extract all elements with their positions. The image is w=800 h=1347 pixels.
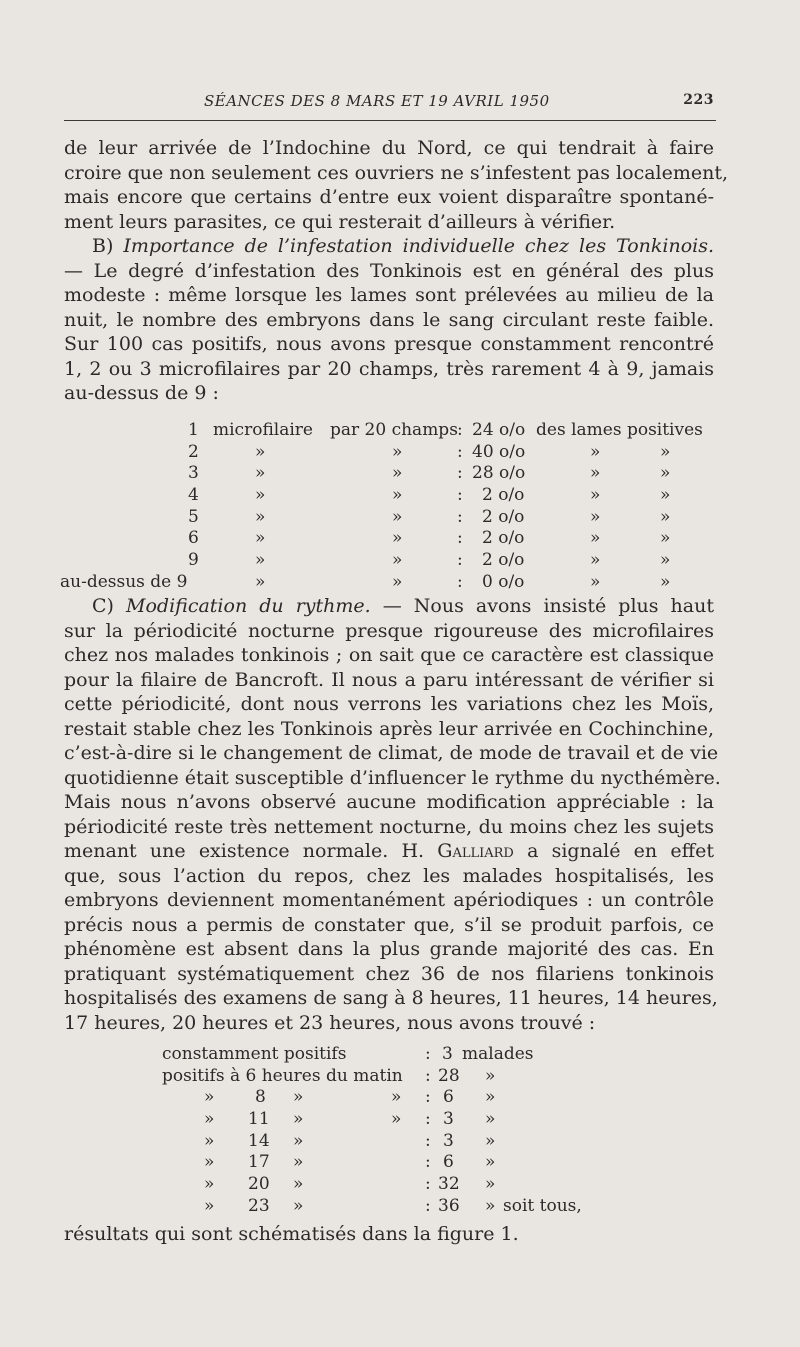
percent-cell: 40 o/o — [472, 441, 526, 462]
text-line: phénomène est absent dans la plus grande majorité des cas. En — [64, 938, 714, 960]
text-line: cette périodicité, dont nous verrons les variations chez les Moïs, — [64, 693, 714, 715]
count-cell: 6 — [188, 528, 199, 549]
percent-cell: 24 o/o — [472, 420, 526, 440]
separator: : — [457, 485, 463, 506]
table-row — [162, 1109, 602, 1131]
unit-cell: » — [485, 1174, 496, 1195]
section-c — [64, 594, 721, 1035]
ditto-cell: » — [204, 1195, 215, 1216]
percent-cell: 28 o/o — [472, 463, 526, 484]
ditto-cell: » — [204, 1130, 215, 1151]
ditto-cell: » — [293, 1109, 304, 1130]
separator: : — [425, 1174, 431, 1195]
separator: : — [425, 1130, 431, 1151]
ditto-cell: » — [391, 1109, 402, 1130]
ditto-cell: » — [204, 1087, 215, 1108]
running-header — [64, 92, 714, 114]
percent-cell: 2 o/o — [482, 550, 525, 571]
label-cell: constamment positifs — [162, 1044, 347, 1064]
section-c-heading-line — [64, 594, 714, 619]
separator: : — [425, 1195, 431, 1216]
text-fragment: a signalé en effet — [527, 840, 714, 862]
text-line: croire que non seulement ces ouvriers ne s’infestent pas localement, — [64, 161, 729, 184]
count-cell: au-dessus de 9 — [60, 571, 188, 592]
count-cell: 3 — [188, 463, 199, 484]
count-cell: 3 — [443, 1130, 454, 1151]
ditto-cell: » — [293, 1174, 304, 1195]
count-cell: 1 — [188, 420, 199, 440]
percent-cell: 2 o/o — [482, 506, 525, 527]
ditto-cell: » — [204, 1109, 215, 1130]
table-row — [60, 485, 720, 507]
separator: : — [425, 1109, 431, 1130]
separator: : — [457, 550, 463, 571]
count-cell: 36 — [438, 1195, 460, 1216]
table-row — [162, 1131, 602, 1153]
note-cell: » — [660, 463, 671, 484]
field-cell: » — [392, 550, 403, 571]
header-rule — [64, 120, 716, 121]
table-row — [60, 507, 720, 529]
text-line: nuit, le nombre des embryons dans le sang circulant reste faible. — [64, 308, 714, 331]
text-line: périodicité reste très nettement nocturne, du moins chez les sujets — [64, 815, 714, 838]
closing-line — [64, 1222, 714, 1247]
unit-cell: microfilaire — [213, 420, 313, 440]
separator: : — [457, 506, 463, 527]
note-cell: » — [590, 463, 601, 484]
percent-cell: 0 o/o — [482, 571, 525, 592]
field-cell: » — [392, 485, 403, 506]
unit-cell: » — [485, 1065, 496, 1086]
separator: : — [457, 571, 463, 592]
percent-cell: 2 o/o — [482, 485, 525, 506]
text-line: quotidienne était susceptible d’influencer le rythme du nycthémère. — [64, 766, 721, 789]
hour-cell: 11 — [248, 1109, 270, 1130]
count-cell: 9 — [188, 550, 199, 571]
count-cell: 3 — [443, 1109, 454, 1130]
text-line: chez nos malades tonkinois ; on sait que ce caractère est classique — [64, 644, 714, 666]
text-line: restait stable chez les Tonkinois après leur arrivée en Cochinchine, — [64, 717, 714, 740]
unit-cell: » — [255, 441, 266, 462]
separator: : — [457, 441, 463, 462]
text-line: Mais nous n’avons observé aucune modification appréciable : la — [64, 791, 714, 813]
label-cell: positifs à 6 heures du matin — [162, 1065, 403, 1086]
running-title: SÉANCES DES 8 MARS ET 19 AVRIL 1950 — [204, 92, 550, 110]
ditto-cell: » — [204, 1152, 215, 1173]
note-cell: » — [590, 571, 601, 592]
text-line: résultats qui sont schématisés dans la figure 1. — [64, 1223, 519, 1245]
note-cell: » — [590, 528, 601, 549]
unit-cell: » — [255, 528, 266, 549]
note-cell: » — [660, 528, 671, 549]
ditto-cell: » — [293, 1195, 304, 1216]
ditto-cell: » — [204, 1174, 215, 1195]
text-line: modeste : même lorsque les lames sont prélevées au milieu de la — [64, 284, 714, 306]
count-cell: 4 — [188, 485, 199, 506]
table-row — [60, 550, 720, 572]
note-cell: » — [660, 506, 671, 527]
field-cell: » — [392, 528, 403, 549]
unit-cell: » — [485, 1087, 496, 1108]
table-row — [60, 420, 720, 442]
note-cell: soit tous, — [503, 1195, 582, 1216]
text-line: embryons deviennent momentanément apériodiques : un contrôle — [64, 889, 714, 911]
text-line: pour la filaire de Bancroft. Il nous a paru intéressant de vérifier si — [64, 668, 714, 691]
separator: : — [457, 463, 463, 484]
section-c-heading: Modification du rythme. — [126, 595, 371, 617]
field-cell: » — [392, 463, 403, 484]
hour-cell: 8 — [255, 1087, 266, 1108]
hour-cell: 23 — [248, 1195, 270, 1216]
count-cell: 32 — [438, 1174, 460, 1195]
unit-cell: » — [255, 506, 266, 527]
table-row — [162, 1174, 602, 1196]
hour-cell: 20 — [248, 1174, 270, 1195]
note-cell: » — [660, 550, 671, 571]
hourly-positivity-table — [162, 1044, 602, 1218]
hour-cell: 17 — [248, 1152, 270, 1173]
text-line: c’est-à-dire si le changement de climat, de mode de travail et de vie — [64, 742, 719, 764]
percent-cell: 2 o/o — [482, 528, 525, 549]
unit-cell: » — [255, 463, 266, 484]
table-row — [162, 1066, 602, 1088]
note-cell: » — [590, 441, 601, 462]
text-line: 1, 2 ou 3 microfilaires par 20 champs, très rarement 4 à 9, jamais — [64, 357, 714, 380]
unit-cell: » — [255, 485, 266, 506]
text-line: 17 heures, 20 heures et 23 heures, nous avons trouvé : — [64, 1011, 596, 1034]
separator: : — [425, 1065, 431, 1086]
count-cell: 2 — [188, 441, 199, 462]
count-cell: 3 — [442, 1044, 453, 1064]
table-row — [60, 463, 720, 485]
count-cell: 5 — [188, 506, 199, 527]
table-row — [162, 1044, 602, 1066]
separator: : — [457, 528, 463, 549]
note-cell: » — [590, 506, 601, 527]
note-cell: » — [660, 571, 671, 592]
text-line: mais encore que certains d’entre eux voient disparaître spontané- — [64, 186, 714, 208]
hour-cell: 14 — [248, 1130, 270, 1151]
separator: : — [425, 1087, 431, 1108]
paragraph-intro — [64, 136, 729, 234]
table-row — [60, 442, 720, 464]
unit-cell: » — [485, 1109, 496, 1130]
field-cell: » — [392, 571, 403, 592]
count-cell: 6 — [443, 1087, 454, 1108]
note-cell: » — [590, 550, 601, 571]
separator: : — [425, 1044, 431, 1064]
text-line: précis nous a permis de constater que, s’il se produit parfois, ce — [64, 913, 714, 936]
text-line: sur la périodicité nocturne presque rigoureuse des microfilaires — [64, 619, 714, 642]
text-line-with-author — [64, 839, 714, 864]
field-cell: » — [392, 506, 403, 527]
table-row — [162, 1196, 602, 1218]
text-line: ment leurs parasites, ce qui resterait d’ailleurs à vérifier. — [64, 210, 616, 233]
page-number: 223 — [683, 92, 714, 108]
table-row — [162, 1087, 602, 1109]
ditto-cell: » — [293, 1087, 304, 1108]
text-line: Sur 100 cas positifs, nous avons presque constamment rencontré — [64, 333, 714, 355]
field-cell: » — [392, 441, 403, 462]
section-letter: B) — [92, 235, 114, 257]
note-cell: des lames positives — [536, 420, 703, 440]
text-line: — Le degré d’infestation des Tonkinois est en général des plus — [64, 259, 714, 282]
text-line: de leur arrivée de l’Indochine du Nord, ce qui tendrait à faire — [64, 137, 714, 159]
text-line: que, sous l’action du repos, chez les malades hospitalisés, les — [64, 864, 714, 887]
text-line: pratiquant systématiquement chez 36 de nos filariens tonkinois — [64, 962, 714, 985]
ditto-cell: » — [293, 1130, 304, 1151]
author-name: H. Galliard — [401, 840, 514, 862]
field-cell: par 20 champs — [330, 420, 458, 440]
unit-cell: » — [485, 1195, 496, 1216]
unit-cell: » — [255, 571, 266, 592]
text-fragment: menant une existence normale. — [64, 840, 389, 862]
table-row — [162, 1152, 602, 1174]
ditto-cell: » — [391, 1087, 402, 1108]
text-line: au-dessus de 9 : — [64, 382, 219, 404]
section-letter: C) — [92, 595, 114, 617]
separator: : — [457, 420, 463, 440]
section-b-heading: Importance de l’infestation individuelle chez les Tonkinois. — [123, 235, 714, 257]
text-line: — Nous avons insisté plus haut — [382, 595, 714, 617]
unit-cell: » — [485, 1152, 496, 1173]
microfilaria-count-table — [60, 420, 720, 594]
unit-cell: » — [485, 1130, 496, 1151]
separator: : — [425, 1152, 431, 1173]
note-cell: » — [590, 485, 601, 506]
unit-cell: malades — [462, 1044, 534, 1064]
count-cell: 6 — [443, 1152, 454, 1173]
count-cell: 28 — [438, 1065, 460, 1086]
table-row — [60, 528, 720, 550]
table-row — [60, 572, 720, 594]
unit-cell: » — [255, 550, 266, 571]
text-line: hospitalisés des examens de sang à 8 heures, 11 heures, 14 heures, — [64, 987, 718, 1009]
note-cell: » — [660, 485, 671, 506]
section-b-heading-line — [64, 234, 714, 259]
section-b — [64, 234, 714, 406]
ditto-cell: » — [293, 1152, 304, 1173]
note-cell: » — [660, 441, 671, 462]
